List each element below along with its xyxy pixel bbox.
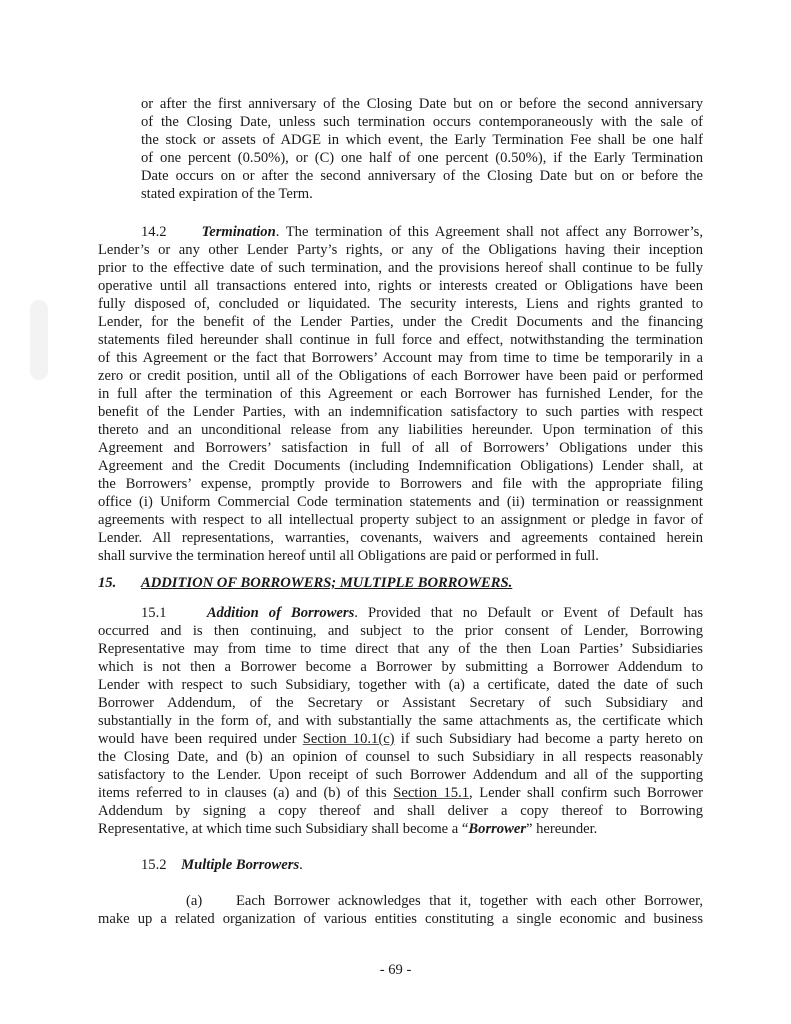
text-line: which is not then a Borrower become a Borrower by submitting a Borrower Addendum to: [98, 659, 703, 675]
section-number: 15.1: [141, 605, 167, 621]
text-line: statements filed hereunder shall continue in full force and effect, notwithstanding the termination: [98, 332, 703, 348]
text-line: in full after the termination of this Agreement or each Borrower has furnished Lender, for the: [98, 386, 703, 402]
text-line: zero or credit position, until all of the Obligations of each Borrower have been paid or performed: [98, 368, 703, 384]
text-line: benefit of the Lender Parties, with an indemnification satisfactory to such parties with respect: [98, 404, 703, 420]
text-line: or after the first anniversary of the Closing Date but on or before the second anniversary: [141, 96, 703, 112]
section-title: Addition of Borrowers: [206, 605, 355, 621]
text-line: office (i) Uniform Commercial Code termination statements and (ii) termination or reassignment: [98, 494, 703, 510]
section-number: 15.: [98, 575, 117, 591]
text-span: items referred to in clauses (a) and (b) of this: [98, 785, 394, 801]
text-line: of this Agreement or the fact that Borrowers’ Account may from time to time be temporarily in a: [98, 350, 703, 366]
text-line: [186, 893, 703, 910]
text-line: Agreement and Borrowers’ satisfaction in full of all of Borrowers’ Obligations under this: [98, 440, 703, 456]
text-line: Lender, for the benefit of the Lender Parties, under the Credit Documents and the financing: [98, 314, 703, 330]
defined-term: Borrower: [468, 821, 526, 837]
text-line: satisfactory to the Lender. Upon receipt of such Borrower Addendum and all of the supporting: [98, 767, 703, 783]
text-line: [98, 224, 703, 241]
section-reference-link[interactable]: Section 10.1(c): [302, 731, 395, 747]
text-span: if such Subsidiary had become a party hereto on: [394, 731, 703, 747]
text-line: [98, 821, 703, 838]
clause-label: (a): [186, 893, 203, 909]
text-line: the Closing Date, and (b) an opinion of counsel to such Subsidiary in all respects reasonably: [98, 749, 703, 765]
text-line: Borrower Addendum, of the Secretary or Assistant Secretary of such Subsidiary and: [98, 695, 703, 711]
section-15-heading: [98, 575, 512, 592]
text-line: fully disposed of, concluded or liquidated. The security interests, Liens and rights granted to: [98, 296, 703, 312]
text-line: Addendum by signing a copy thereof and shall deliver a copy thereof to Borrowing: [98, 803, 703, 819]
text-line: substantially in the form of, and with substantially the same attachments as, the certificate which: [98, 713, 703, 729]
text-line: operative until all transactions entered into, rights or interests created or Obligations have been: [98, 278, 703, 294]
text-span: . Provided that no Default or Event of Default has: [354, 605, 703, 621]
text-line: of the Closing Date, unless such termination occurs contemporaneously with the sale of: [141, 114, 703, 130]
text-line: prior to the effective date of such termination, and the provisions hereof shall continue to be fully: [98, 260, 703, 276]
text-line: Lender. All representations, warranties, covenants, waivers and agreements contained herein: [98, 530, 703, 546]
text-line: Representative may from time to time direct that any of the then Loan Parties’ Subsidiaries: [98, 641, 703, 657]
text-span: ” hereunder.: [526, 821, 598, 837]
section-title: Termination: [201, 224, 276, 240]
scan-artifact: [30, 300, 48, 380]
text-line: [98, 785, 703, 802]
text-line: Lender with respect to such Subsidiary, together with (a) a certificate, dated the date of such: [98, 677, 703, 693]
text-line: agreements with respect to all intellectual property subject to an assignment or pledge in favor of: [98, 512, 703, 528]
section-number: 15.2: [141, 857, 167, 873]
text-span: . The termination of this Agreement shall not affect any Borrower’s,: [275, 224, 703, 240]
section-reference-link[interactable]: Section 15.1: [393, 785, 470, 801]
section-title: ADDITION OF BORROWERS; MULTIPLE BORROWERS.: [141, 575, 513, 591]
page-number: - 69 -: [379, 962, 412, 978]
text-line: Lender’s or any other Lender Party’s rights, or any of the Obligations having their inception: [98, 242, 703, 258]
section-number: 14.2: [141, 224, 167, 240]
text-line: shall survive the termination hereof until all Obligations are paid or performed in full.: [98, 548, 599, 564]
text-line: Date occurs on or after the second anniversary of the Closing Date but on or before the: [141, 168, 703, 184]
text-line: make up a related organization of various entities constituting a single economic and business: [98, 911, 703, 927]
text-line: stated expiration of the Term.: [141, 186, 313, 202]
text-line: [98, 605, 703, 622]
text-span: Representative, at which time such Subsidiary shall become a “: [98, 821, 469, 837]
text-line: of one percent (0.50%), or (C) one half of one percent (0.50%), if the Early Termination: [141, 150, 703, 166]
text-span: .: [299, 857, 303, 873]
text-span: , Lender shall confirm such Borrower: [469, 785, 703, 801]
text-span: Each Borrower acknowledges that it, together with each other Borrower,: [236, 893, 703, 909]
section-title: Multiple Borrowers: [181, 857, 300, 873]
text-line: the Borrowers’ expense, promptly provide to Borrowers and file with the appropriate filing: [98, 476, 703, 492]
text-line: thereto and an unconditional release from any liabilities hereunder. Upon termination of this: [98, 422, 703, 438]
text-line: [98, 731, 703, 748]
text-span: would have been required under: [98, 731, 303, 747]
text-line: the stock or assets of ADGE in which event, the Early Termination Fee shall be one half: [141, 132, 703, 148]
text-line: occurred and is then continuing, and subject to the prior consent of Lender, Borrowing: [98, 623, 703, 639]
section-15-2-heading: [98, 857, 703, 874]
text-line: Agreement and the Credit Documents (including Indemnification Obligations) Lender shall, at: [98, 458, 703, 474]
